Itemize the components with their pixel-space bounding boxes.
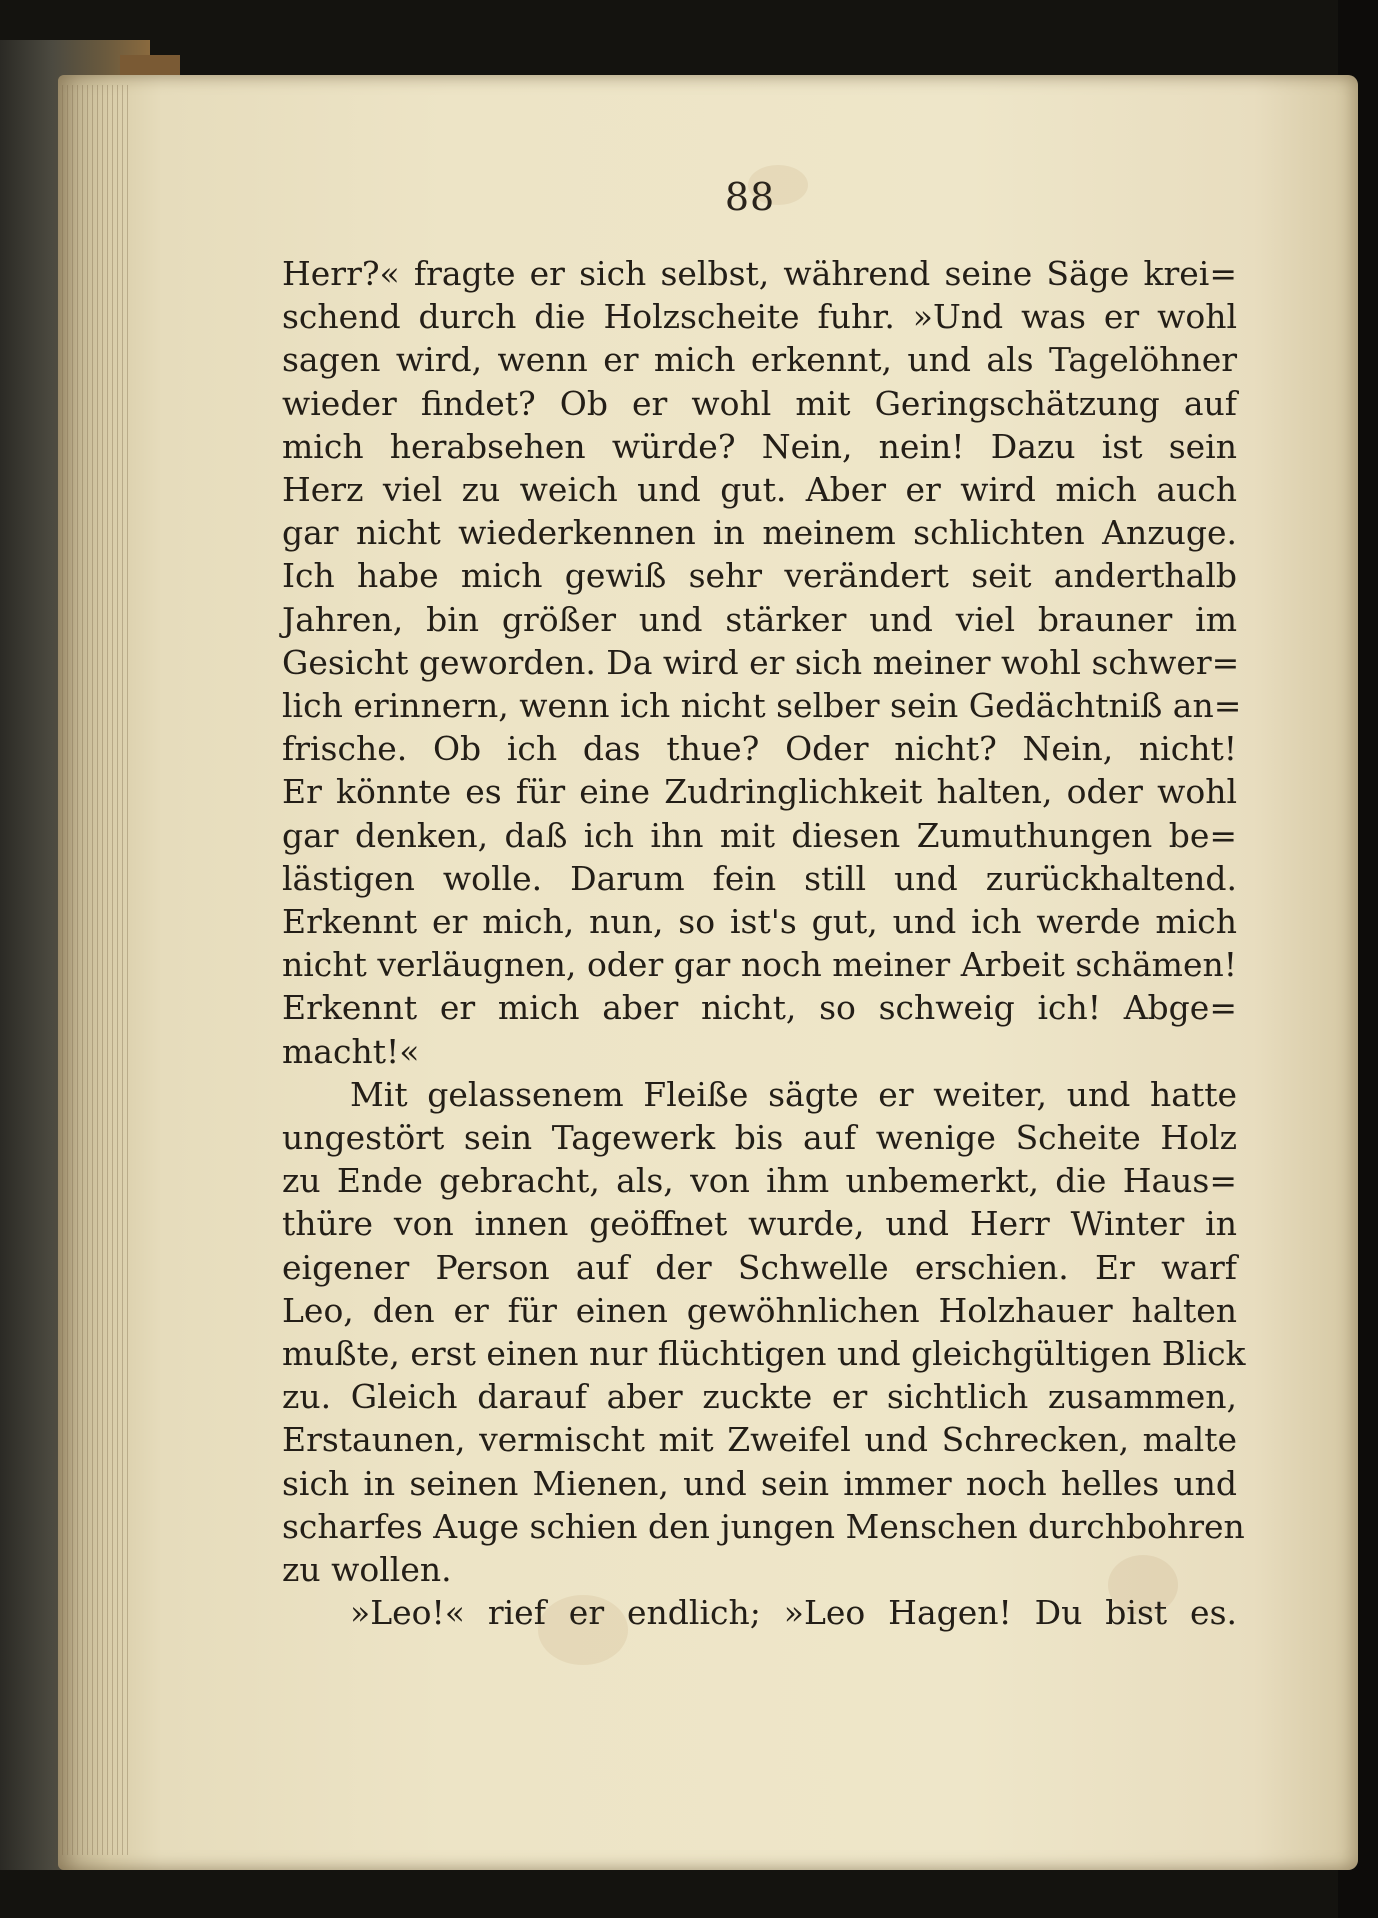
text-line: Erkennt er mich aber nicht, so schweig ich! Abge=: [282, 988, 1237, 1028]
text-line: thüre von innen geöffnet wurde, und Herr Winter in: [282, 1204, 1237, 1244]
text-line: Er könnte es für eine Zudringlichkeit halten, oder wohl: [282, 772, 1237, 812]
text-line: mich herabsehen würde? Nein, nein! Dazu ist sein: [282, 426, 1237, 466]
text-line: Erstaunen, vermischt mit Zweifel und Schrecken, malte: [282, 1420, 1237, 1460]
text-line: sich in seinen Mienen, und sein immer noch helles und: [282, 1463, 1237, 1503]
text-line: Leo, den er für einen gewöhnlichen Holzhauer halten: [282, 1290, 1237, 1330]
page-number: 88: [724, 175, 776, 219]
text-line: Mit gelassenem Fleiße sägte er weiter, und hatte: [350, 1074, 1237, 1114]
text-line: scharfes Auge schien den jungen Menschen durchbohren: [282, 1506, 1245, 1546]
text-line: gar nicht wiederkennen in meinem schlichten Anzuge.: [282, 513, 1237, 553]
text-line: frische. Ob ich das thue? Oder nicht? Nein, nicht!: [282, 729, 1237, 769]
body-text: [282, 252, 1246, 1635]
text-line: mußte, erst einen nur flüchtigen und gleichgültigen Blick: [282, 1334, 1246, 1374]
text-line: sagen wird, wenn er mich erkennt, und als Tagelöhner: [282, 340, 1237, 380]
text-line: Erkennt er mich, nun, so ist's gut, und ich werde mich: [282, 902, 1237, 942]
text-line: »Leo!« rief er endlich; »Leo Hagen! Du bist es.: [350, 1593, 1237, 1633]
text-line: Herz viel zu weich und gut. Aber er wird mich auch: [282, 470, 1237, 510]
text-line: Ich habe mich gewiß sehr verändert seit anderthalb: [282, 556, 1237, 596]
text-line: nicht verläugnen, oder gar noch meiner Arbeit schämen!: [282, 945, 1237, 985]
text-line: zu wollen.: [282, 1550, 452, 1590]
text-line: eigener Person auf der Schwelle erschien. Er warf: [282, 1247, 1237, 1287]
text-line: lästigen wolle. Darum fein still und zurückhaltend.: [282, 858, 1237, 898]
text-line: gar denken, daß ich ihn mit diesen Zumuthungen be=: [282, 815, 1237, 855]
text-line: wieder findet? Ob er wohl mit Geringschätzung auf: [282, 383, 1237, 423]
text-line: lich erinnern, wenn ich nicht selber sein Gedächtniß an=: [282, 686, 1242, 726]
text-line: Gesicht geworden. Da wird er sich meiner wohl schwer=: [282, 642, 1240, 682]
text-line: macht!«: [282, 1031, 420, 1071]
page-block-edges: [62, 85, 132, 1855]
text-line: zu. Gleich darauf aber zuckte er sichtlich zusammen,: [282, 1377, 1237, 1417]
text-line: ungestört sein Tagewerk bis auf wenige Scheite Holz: [282, 1118, 1237, 1158]
text-line: schend durch die Holzscheite fuhr. »Und was er wohl: [282, 297, 1237, 337]
text-line: zu Ende gebracht, als, von ihm unbemerkt, die Haus=: [282, 1161, 1237, 1201]
text-line: Herr?« fragte er sich selbst, während seine Säge krei=: [282, 254, 1237, 293]
text-line: Jahren, bin größer und stärker und viel brauner im: [282, 599, 1237, 639]
